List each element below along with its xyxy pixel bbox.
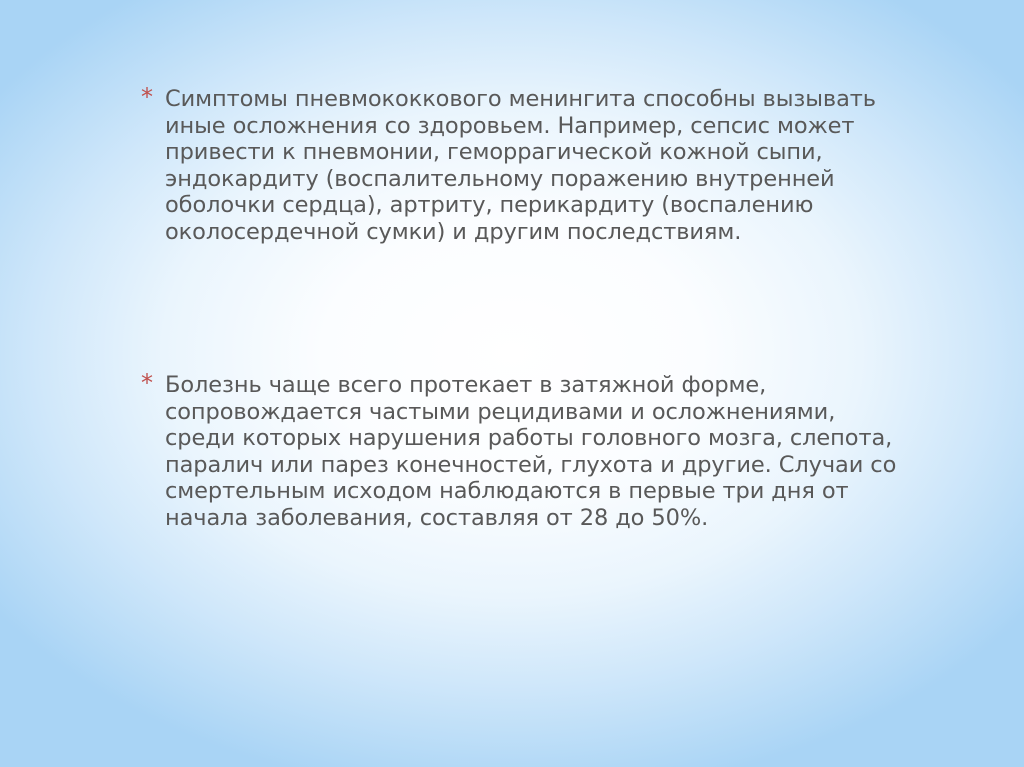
- asterisk-bullet-icon: *: [141, 369, 153, 397]
- bullet-text: Симптомы пневмококкового менингита способны вызывать иные осложнения со здоровьем. Например, сепсис может привести к пневмонии, геморрагической кожной сыпи, эндокардиту (воспалительному поражению внутренней оболочки сердца), артриту, перикардиту (воспалению околосердечной сумки) и другим последствиям.: [165, 86, 876, 245]
- bullet-item-course: [141, 369, 901, 531]
- bullet-item-complications: [141, 83, 901, 245]
- bullet-list: [141, 83, 901, 531]
- bullet-text: Болезнь чаще всего протекает в затяжной форме, сопровождается частыми рецидивами и осложнениями, среди которых нарушения работы головного мозга, слепота, паралич или парез конечностей, глухота и другие. Случаи со смертельным исходом наблюдаются в первые три дня от начала заболевания, составляя от 28 до 50%.: [165, 372, 897, 531]
- asterisk-bullet-icon: *: [141, 83, 153, 111]
